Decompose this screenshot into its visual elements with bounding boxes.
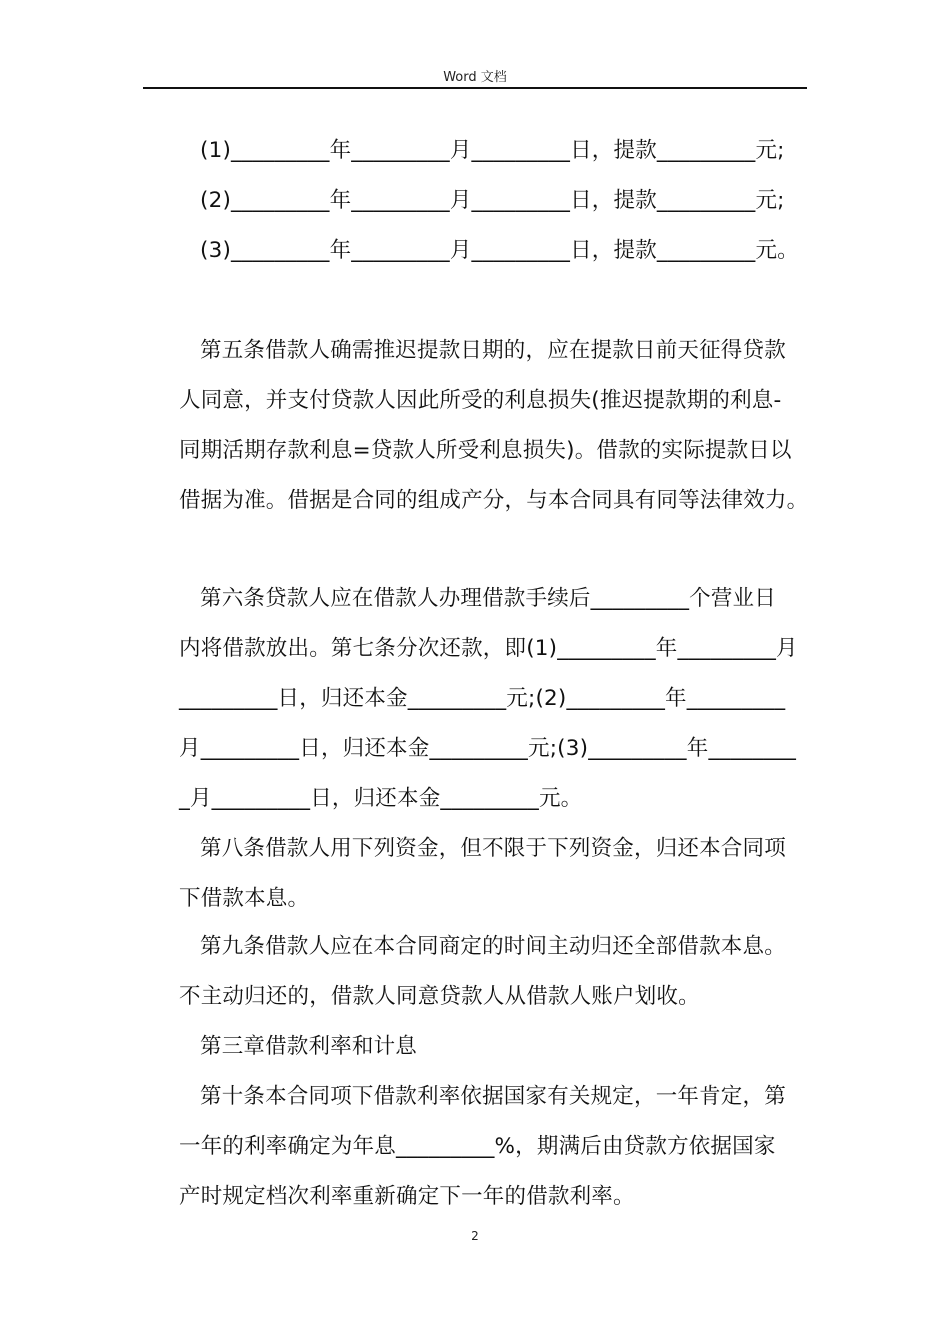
page-number: 2 [471, 1229, 479, 1243]
article-6-line-1: 第六条贷款人应在借款人办理借款手续后_________个营业日 [200, 586, 776, 611]
withdrawal-line-3: (3)_________年_________月_________日，提款_________元。 [200, 238, 799, 263]
article-8-line-1: 第八条借款人用下列资金，但不限于下列资金，归还本合同项 [200, 836, 786, 861]
header-rule [143, 87, 807, 89]
article-6-line-2: 内将借款放出。第七条分次还款，即(1)_________年_________月 [179, 636, 798, 661]
article-10-line-1: 第十条本合同项下借款利率依据国家有关规定，一年肯定，第 [200, 1084, 786, 1109]
article-9-line-1: 第九条借款人应在本合同商定的时间主动归还全部借款本息。 [200, 934, 786, 959]
chapter-3-heading: 第三章借款利率和计息 [200, 1034, 418, 1059]
article-5-line-3: 同期活期存款利息=贷款人所受利息损失)。借款的实际提款日以 [179, 438, 792, 463]
article-10-line-2: 一年的利率确定为年息_________%，期满后由贷款方依据国家 [179, 1134, 776, 1159]
article-8-line-2: 下借款本息。 [179, 886, 310, 911]
article-5-line-4: 借据为准。借据是合同的组成产分，与本合同具有同等法律效力。 [179, 488, 809, 513]
article-7-line-3: _月_________日，归还本金_________元。 [179, 786, 583, 811]
article-7-line-1: _________日，归还本金_________元;(2)_________年_________ [179, 686, 786, 711]
withdrawal-line-1: (1)_________年_________月_________日，提款_________元; [200, 138, 785, 163]
page-header: Word 文档 [443, 70, 507, 85]
article-5-line-2: 人同意，并支付贷款人因此所受的利息损失(推迟提款期的利息- [179, 388, 782, 413]
article-9-line-2: 不主动归还的，借款人同意贷款人从借款人账户划收。 [179, 984, 700, 1009]
article-5-line-1: 第五条借款人确需推迟提款日期的，应在提款日前天征得贷款 [200, 338, 786, 363]
article-10-line-3: 产时规定档次利率重新确定下一年的借款利率。 [179, 1184, 635, 1209]
withdrawal-line-2: (2)_________年_________月_________日，提款_________元; [200, 188, 785, 213]
article-7-line-2: 月_________日，归还本金_________元;(3)_________年________ [179, 736, 797, 761]
